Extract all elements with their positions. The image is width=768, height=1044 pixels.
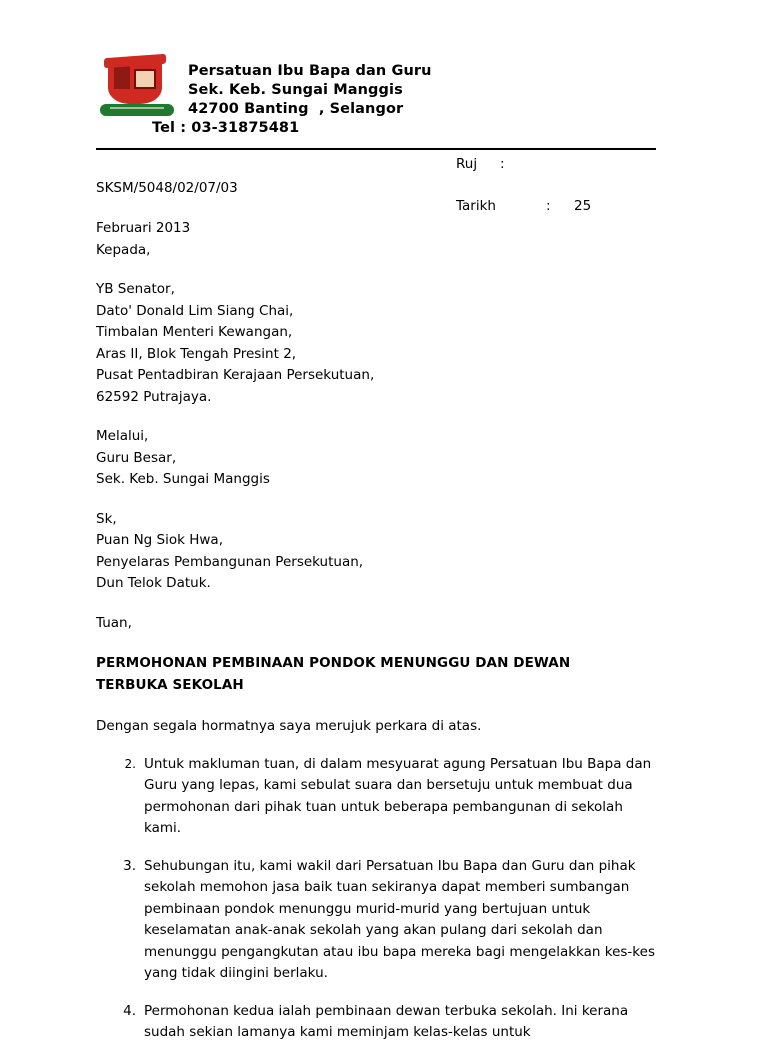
kepada-label: Kepada, (96, 241, 151, 258)
recipient-line: 62592 Putrajaya. (96, 388, 212, 405)
melalui-line: Sek. Keb. Sungai Manggis (96, 471, 270, 487)
numbered-paragraph-list (96, 754, 668, 1044)
subject-heading (96, 652, 656, 696)
list-item (96, 1001, 656, 1044)
copy-to-block (96, 509, 668, 595)
date-line: Februari 2013 (96, 220, 191, 236)
item-number: 2. (124, 756, 136, 771)
through-block (96, 426, 668, 491)
letterhead-text (152, 56, 432, 138)
school-address: 42700 Banting , Selangor (188, 101, 404, 117)
letterhead (0, 0, 768, 138)
sk-line: Puan Ng Siok Hwa, (96, 532, 223, 548)
recipient-line: Dato' Donald Lim Siang Chai, (96, 302, 294, 319)
school-crest-icon (100, 58, 174, 120)
sk-line: Sk, (96, 510, 117, 527)
melalui-line: Melalui, (96, 428, 149, 444)
subject-line-1: PERMOHONAN PEMBINAAN PONDOK MENUNGGU DAN DEWAN (96, 655, 571, 671)
recipient-address (96, 279, 668, 408)
tarikh-value: 25 (574, 198, 592, 214)
school-name: Sek. Keb. Sungai Manggis (188, 82, 403, 98)
letter-body (0, 218, 768, 1044)
reference-block (0, 150, 768, 218)
sk-line: Dun Telok Datuk. (96, 575, 211, 591)
melalui-line: Guru Besar, (96, 449, 177, 466)
subject-line-2: TERBUKA SEKOLAH (96, 677, 244, 693)
school-phone: Tel : 03-31875481 (152, 120, 300, 136)
sk-line: Penyelaras Pembangunan Persekutuan, (96, 553, 364, 570)
tarikh-label: Tarikh (456, 198, 496, 214)
greeting-line: Tuan, (96, 614, 132, 631)
list-item (96, 856, 656, 985)
item-number: 4. (123, 1002, 136, 1019)
item-number: 3. (123, 857, 136, 874)
tarikh-colon: : (546, 198, 551, 214)
item-text: Sehubungan itu, kami wakil dari Persatuan Ibu Bapa dan Guru dan pihak sekolah memohon jasa baik tuan sekiranya dapat memberi sumbangan pembinaan pondok menunggu murid-murid yang bertujuan untuk keselamatan anak-anak sekolah yang akan pulang dari sekolah dan menunggu pengangkutan atau ibu bapa mereka bagi mengelakkan kes-kes yang tidak diingini berlaku. (144, 857, 655, 981)
organisation-name: Persatuan Ibu Bapa dan Guru (188, 63, 432, 79)
ruj-label: Ruj (456, 156, 478, 172)
ruj-value: SKSM/5048/02/07/03 (96, 180, 238, 196)
item-text: Untuk makluman tuan, di dalam mesyuarat agung Persatuan Ibu Bapa dan Guru yang lepas, kami sebulat suara dan bersetuju untuk membuat dua permohonan dari pihak tuan untuk beberapa pembangunan di sekolah kami. (144, 755, 652, 836)
recipient-line: Aras II, Blok Tengah Presint 2, (96, 345, 297, 362)
greeting (96, 613, 668, 635)
recipient-line: Pusat Pentadbiran Kerajaan Persekutuan, (96, 367, 375, 383)
date-and-kepada (96, 218, 668, 261)
recipient-line: YB Senator, (96, 281, 175, 297)
intro-paragraph: Dengan segala hormatnya saya merujuk perkara di atas. (96, 718, 482, 734)
ruj-colon: : (500, 156, 505, 172)
list-item (96, 754, 656, 840)
item-text: Permohonan kedua ialah pembinaan dewan terbuka sekolah. Ini kerana sudah sekian lamanya kami meminjam kelas-kelas untuk (144, 1002, 629, 1040)
recipient-line: Timbalan Menteri Kewangan, (96, 324, 293, 340)
